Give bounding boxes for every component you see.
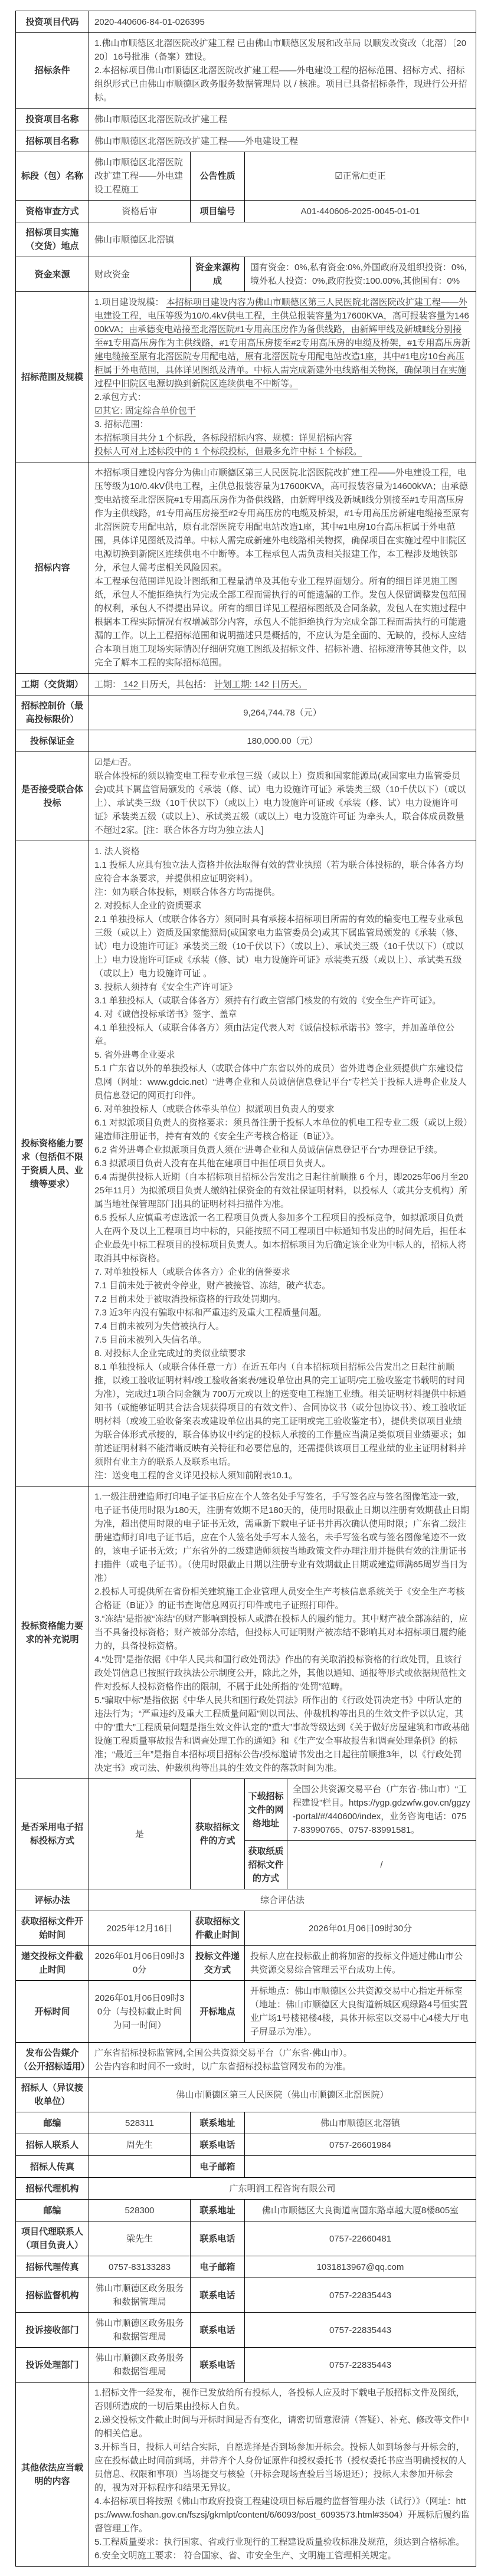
- value-agency-address: 佛山市顺德区大良街道南国东路卓越大厦8楼805室: [245, 2200, 476, 2221]
- row-agent-fax: [16, 2256, 476, 2278]
- label-consortium: 是否接受联合体投标: [16, 752, 89, 841]
- value-opening-place: 开标地点：佛山市顺德区公共资源交易中心指定开标室（地址：佛山市顺德区大良街道新城区观绿路4号恒实置业广场1号楼裙楼4楼，具体开标室以交易中心4楼大厅电子屏显示为准）。: [245, 1981, 476, 2043]
- value-bid-deposit: 180,000.00（元）: [89, 730, 476, 752]
- label-agent-phone: 联系电话: [191, 2221, 245, 2256]
- label-investment-name: 投资项目名称: [16, 109, 89, 130]
- value-delivery-location: 佛山市顺德区北滘镇: [89, 222, 476, 257]
- label-investment-code: 投资项目代码: [16, 11, 89, 33]
- row-section-name: [16, 152, 476, 201]
- value-agency: 广东明润工程咨询有限公司: [89, 2178, 476, 2200]
- label-funds-composition: 资金来源构成: [191, 257, 245, 292]
- value-tenderer-fax: [89, 2156, 191, 2178]
- label-doc-obtain-method: 获取招标文件的方式: [191, 1779, 245, 1889]
- row-agent-contact: [16, 2221, 476, 2256]
- label-doc-end-time: 获取招标文件截止时间: [191, 1911, 245, 1946]
- label-tender-conditions: 招标条件: [16, 33, 89, 109]
- value-investment-name: 佛山市顺德区北滘医院改扩建工程: [89, 109, 476, 130]
- row-qualification-notes: [16, 1486, 476, 1779]
- label-duration: 工期（交货期）: [16, 674, 89, 695]
- value-tenderer-contact: 周先生: [89, 2134, 191, 2156]
- label-other-contents: 其他依法应当载明的内容: [16, 2383, 89, 2567]
- label-supervisor-phone: 联系电话: [191, 2278, 245, 2313]
- label-doc-start-time: 获取招标文件开始时间: [16, 1911, 89, 1946]
- row-complaint-handling: [16, 2348, 476, 2383]
- label-notice-nature: 公告性质: [191, 152, 245, 201]
- label-tenderer-email: 电子邮箱: [191, 2156, 245, 2178]
- row-tenderer: [16, 2078, 476, 2112]
- label-opening-time: 开标时间: [16, 1981, 89, 2043]
- label-doc-download-url: 下载招标文件的网络地址: [245, 1779, 287, 1841]
- label-tenderer-fax: 招标人传真: [16, 2156, 89, 2178]
- row-agency-postcode: [16, 2200, 476, 2221]
- label-complaint-handling-phone: 联系电话: [191, 2348, 245, 2383]
- label-opening-place: 开标地点: [191, 1981, 245, 2043]
- value-doc-download-url: 全国公共资源交易平台（广东省·佛山市）“工程建设”栏目。https://ygp.gdzwfw.gov.cn/ggzy-portal/#/440600/index，业务咨询电话：0757-83990765、0757-83991581。: [287, 1779, 476, 1841]
- row-qualification-review: [16, 201, 476, 222]
- row-bid-deadline: [16, 1946, 476, 1981]
- tender-notice-table: [15, 11, 476, 2567]
- value-agent-phone: 0757-22660481: [245, 2221, 476, 2256]
- row-announcement-media: [16, 2043, 476, 2078]
- row-investment-code: [16, 11, 476, 33]
- value-qualification-notes: 1.一级注册建造师打印电子证书后应在个人签名处手写签名，手写签名应与签名图像笔迹一致，电子证书使用时限为180天，注册有效期不足180天的，使用时限截止日期以注册有效期截止日期为准，超出使用时限的电子证书无效，需重新下载电子证书并再次确认使用时限；广东省二级注册建造师打印电子证书后，应在个人签名处手写本人签名，未手写签名或与签名图像笔迹不一致的，该电子证书无效；广东省外的二级建造师须按当地政策文件办理注册并提供有效的注册证书扫描件（或电子证书）。（使用时限截止日期以注册专业有效期截止日期或建造师满65周岁当日为准） 2.投标人可提供所在省份相关建筑施工企业管理人员安全生产考核信息系统关于《安全生产考核合格证（B证）》的证书查询信息网页打印件或电子证照打印件。 3.“冻结”是指被“冻结”的财产影响到投标人或潜在投标人的履约能力。其中财产被全部冻结的，应当不具备投标资格；财产被部分冻结，但投标人可证明财产被冻结不影响其对本招标项目履约能力的，具备投标资格。 4.“处罚”是指依据《中华人民共和国行政处罚法》作出的有关取消投标资格的行政处罚，且该行政处罚信息已按照行政执法公示制度公开，除此之外，其他以通知、通报等形式或依据规范性文件对投标人投标资格作出的限制，不属于此处所指的“处罚”范畴。 5.“骗取中标”是指依据《中华人民共和国行政处罚法》所作出的《行政处罚决定书》中所认定的违法行为；“严重违约及重大工程质量问题”则以司法、仲裁机构等出具的生效文件予以认定，其中的“重大”工程质量问题是指生效文件认定的“重大”事故等级达到《关于做好房屋建筑和市政基础设施工程质量事故报告和调查处理工作的通知》和《生产安全事故报告和调查处理条例》的标准；“最近三年”是指自本招标项目招标公告/投标邀请书发出之日起往前顺推3年，以《行政处罚决定书》或司法、仲裁机构等出具的生效文件的落款时间为准。: [89, 1486, 476, 1779]
- value-duration: 工期： 142 日历天，其包括： 计划工期: 142 日历天。: [89, 674, 476, 695]
- label-qualification-notes: 投标资格能力要求的补充说明: [16, 1486, 89, 1779]
- label-tenderer-contact: 招标人联系人: [16, 2134, 89, 2156]
- value-consortium: ☑是/□否。 联合体投标的须以输变电工程专业承包三级（或以上）资质和国家能源局(或国家电力监管委员会)或其下属监管局颁发的《承装（修、试）电力设施许可证》承装类三级（10千伏以下）（或以上）、承试类三级（10千伏以下）（或以上）电力设施许可证或《承装（修、试）电力设施许可证》承装类五级（或以上）、承试类五级（或以上）电力设施许可证 为牵头人，联合体成员数量不超过2家。[注：联合体各方均为独立法人]: [89, 752, 476, 841]
- value-agency-postcode: 528300: [89, 2200, 191, 2221]
- value-bid-deadline: 2026年01月06日09时30分: [89, 1946, 191, 1981]
- row-tender-project-name: [16, 130, 476, 152]
- row-agency: [16, 2178, 476, 2200]
- value-paper-doc-method: /: [287, 1841, 476, 1889]
- value-tender-project-name: 佛山市顺德区北滘医院改扩建工程——外电建设工程: [89, 130, 476, 152]
- value-control-price: 9,264,744.78（元）: [89, 695, 476, 730]
- label-agency: 招标代理机构: [16, 2178, 89, 2200]
- label-tenderer: 招标人（异议接收单位）: [16, 2078, 89, 2112]
- row-tenderer-contact: [16, 2134, 476, 2156]
- value-doc-start-time: 2025年12月16日: [89, 1911, 191, 1946]
- label-complaint-receiving-phone: 联系电话: [191, 2313, 245, 2348]
- value-complaint-receiving: 佛山市顺德区政务服务和数据管理局: [89, 2313, 191, 2348]
- label-agent-contact: 项目代理联系人（项目负责人）: [16, 2221, 89, 2256]
- row-tenderer-fax: [16, 2156, 476, 2178]
- row-tender-conditions: [16, 33, 476, 109]
- label-control-price: 招标控制价（最高投标限价）: [16, 695, 89, 730]
- value-investment-code: 2020-440606-84-01-026395: [89, 11, 476, 33]
- row-qualification-requirements: [16, 841, 476, 1486]
- label-project-number: 项目编号: [191, 201, 245, 222]
- value-tenderer-phone: 0757-26601984: [245, 2134, 476, 2156]
- row-consortium: [16, 752, 476, 841]
- value-complaint-receiving-phone: 0757-22835443: [245, 2313, 476, 2348]
- label-tender-content: 招标内容: [16, 462, 89, 674]
- label-section-name: 标段（包）名称: [16, 152, 89, 201]
- value-agent-email: 1031813967@qq.com: [245, 2256, 476, 2278]
- label-tender-project-name: 招标项目名称: [16, 130, 89, 152]
- row-tender-scope: [16, 292, 476, 462]
- label-supervisor: 招标监督机构: [16, 2278, 89, 2313]
- value-agent-contact: 梁先生: [89, 2221, 191, 2256]
- value-tenderer-postcode: 528311: [89, 2112, 191, 2134]
- label-announcement-media: 发布公告媒介（公开招标适用）: [16, 2043, 89, 2078]
- label-complaint-receiving: 投诉接收部门: [16, 2313, 89, 2348]
- label-tenderer-postcode: 邮编: [16, 2112, 89, 2134]
- label-agent-fax: 招标代理传真: [16, 2256, 89, 2278]
- label-funds-source: 资金来源: [16, 257, 89, 292]
- value-e-tender: 是: [89, 1779, 191, 1889]
- value-evaluation-method: 综合评估法: [89, 1889, 476, 1911]
- value-announcement-media: 广东省招标投标监管网,全国公共资源交易平台（广东省·佛山市）。 公告内容和时间不一致时，以广东省招标投标监管网发布的为准。: [89, 2043, 476, 2078]
- row-delivery-location: [16, 222, 476, 257]
- value-tenderer-email: [245, 2156, 476, 2178]
- value-funds-source: 财政资金: [89, 257, 191, 292]
- value-project-number: A01-440606-2025-0045-01-01: [245, 201, 476, 222]
- row-e-tender: [16, 1779, 476, 1841]
- row-bid-opening: [16, 1981, 476, 2043]
- label-qualification-requirements: 投标资格能力要求（包括但不限于资质人员、业绩等要求）: [16, 841, 89, 1486]
- label-delivery-location: 招标项目实施（交货）地点: [16, 222, 89, 257]
- value-qualification-requirements: 1. 法人资格 1.1 投标人应具有独立法人资格并依法取得有效的营业执照（若为联合体投标的，联合体各方均应符合本条要求，并提供相应证明资料）。 注：如为联合体投标，则联合体各方均需提供。 2. 对投标人企业的资质要求 2.1 单独投标人（或联合体各方）须同时具有承接本招标项目所需的有效的输变电工程专业承包三级（或以上）资质及国家能源局(或国家电力监管委员会)或其下属监管局颁发的《承装（修、试）电力设施许可证》承装类三级（10千伏以下）（或以上）、承试类三级（10千伏以下）（或以上）电力设施许可证或《承装（修、试）电力设施许可证》承装类五级（或以上）、承试类五级（或以上）电力设施许可证 。 3. 投标人须持有《安全生产许可证》 3.1 单独投标人（或联合体各方）须持有行政主管部门核发的有效的《安全生产许可证》。 4. 对《诚信投标承诺书》签字、盖章 4.1 单独投标人（或联合体各方）须由法定代表人对《诚信投标承诺书》签字，并加盖单位公章。 5. 省外进粤企业要求 5.1 广东省以外的单独投标人（或联合体中广东省以外的成员）省外进粤企业须提供广东建设信息网（网址：www.gdcic.net）“进粤企业和人员诚信信息登记平台”专栏关于投标人进粤企业及人员信息登记的网页打印件。 6. 对单独投标人（或联合体牵头单位）拟派项目负责人的要求 6.1 对拟派项目负责人的资格要求：须具备注册于投标人本单位的机电工程专业二级（或以上级）建造师注册证书，持有有效的《安全生产考核合格证（B证）》。 6.2 省外进粤企业拟派项目负责人须在“进粤企业和人员诚信信息登记平台”办理登记手续。 6.3 拟派项目负责人没有在其他在建项目中担任项目负责人。 6.4 需提供投标人近期（自本招标项目招标公告发出之日起往前顺推 6 个月，即2025年06月至2025年11月）为拟派项目负责人缴纳社保资金的有效社保证明材料，以投标人（或其分支机构）所属当地社保管理部门出具的证明材料扫描件为准。 6.5 投标人应慎重考虑选派一名工程项目负责人参加多个工程项目的投标竞争，如拟派项目负责人在两个及以上工程项目均中标的，只能按照不同工程项目中标通知书发出的时间先后，担任本企业最先中标工程项目的投标项目负责人。如本招标项目为后确定该企业为中标人的，招标人将取消其中标资格。 7. 对单独投标人（或联合体各方）企业的信誉要求 7.1 目前未处于被责令停业，财产被接管、冻结，破产状态。 7.2 目前未处于被取消投标资格的行政处罚期内。 7.3 近3年内没有骗取中标和严重违约及重大工程质量问题。 7.4 目前未被列为失信被执行人。 7.5 目前未被列入失信名单。 8. 对投标人企业完成过的类似业绩要求 8.1 单独投标人（或联合体任意一方）在近五年内（自本招标项目招标公告发出之日起往前顺推，以竣工验收证明材料/竣工验收备案表/建设单位出具的完工证明/完工验收鉴定书载明的时间为准），完成过1项合同金额为 700万元或以上的送变电工程施工业绩。相关证明材料提供中标通知书（或能够证明其合法合规获得项目的有效文件）、合同协议书（或分包协议书）、竣工验收证明材料（或竣工验收备案表或建设单位出具的完工证明或完工验收鉴定书），提供类似项目业绩为联合体形式承接的，联合体协议中约定的投标人承接的工作量应当满足类似项目业绩要求；如前述证明材料不能清晰反映有关特征和必要信息的，还需提供该项目工程业绩的业主证明材料并须附有业主方的联系人及联系电话。 注：送变电工程的含义详见投标人须知前附表10.1。: [89, 841, 476, 1486]
- label-qualification-review: 资格审查方式: [16, 201, 89, 222]
- label-tenderer-address: 联系地址: [191, 2112, 245, 2134]
- value-tenderer-address: 佛山市顺德区北滘镇: [245, 2112, 476, 2134]
- value-other-contents: 1.招标文件一经发布，视作已发放给所有投标人，各投标人应及时下载电子版招标文件及图纸，否则所造成的一切后果由投标人自负。 2.递交投标文件截止时间与开标时间是否有变化，请密切留意澄清（答疑）、补充、修改等文件中的相关信息。 3.开标当日，投标人可结合实际，自愿选择是否到场参加开标会。投标人如到场参与开标会的，应在投标截止时间前到场，并带齐个人身份证原件和授权委托书（授权委托书应当明确授权的人员信息、权限和事项）当场提交与核验（开标会现场查验后当场退还）；投标人未参加开标会的，视为对开标程序和结果无异议。 4.本招标项目将按照《佛山市政府投资工程建设项目标后履约监督管理办法（试行）》（网址：https://www.foshan.gov.cn/fszsj/gkmlpt/content/6/6093/post_6093573.html#3504）开展标后履约监督管理工作。 5.工程质量要求：执行国家、省或行业现行的工程建设质量验收标准及规范，须达到合格标准。 6.安全文明施工要求： 符合国家、省、市安全生产、文明施工管理相关规定。: [89, 2383, 476, 2567]
- value-supervisor-phone: 0757-22835443: [245, 2278, 476, 2313]
- label-tender-scope: 招标范围及规模: [16, 292, 89, 462]
- row-duration: [16, 674, 476, 695]
- row-other-contents: [16, 2383, 476, 2567]
- row-supervisor: [16, 2278, 476, 2313]
- label-bid-submission-method: 投标文件递交方式: [191, 1946, 245, 1981]
- value-notice-nature: ☑正常/□更正: [245, 152, 476, 201]
- label-complaint-handling: 投诉处理部门: [16, 2348, 89, 2383]
- label-bid-deadline: 递交投标文件截止时间: [16, 1946, 89, 1981]
- row-investment-name: [16, 109, 476, 130]
- value-tender-scope: 1.项目建设规模： 本招标项目建设内容为佛山市顺德区第三人民医院北滘医院改扩建工程——外电建设工程，电压等级为10/0.4kV供电工程，主供总报装容量为17600KVA，高可报装容量为14600kVA；由承德变电站接至北滘医院#1专用高压房作为备供线路，由新辉甲线及新城Ⅱ线分别接至#1专用高压房作为主供线路，#1专用高压房接至#2专用高压房的电缆及桥架，#1专用高压房新建电缆接至原有北滘医院专用配电站，原有北滘医院专用配电站改造1座，其中#1电房10台高压柜属于外电范围，具体详见图纸及清单。中标人需完成新建外电线路相关物探，确保项目在实施过程中旧院区电源切换到新院区连续供电不中断等。 2.承包方式： ☑其它: 固定综合单价包干 3. 招标范围： 本招标项目共分 1 个标段，各标段招标内容、规模：详见招标内容 投标人可对上述标段中的 1 个标段投标，但最多允许中标 1 个标段。: [89, 292, 476, 462]
- value-agent-fax: 0757-83133283: [89, 2256, 191, 2278]
- value-opening-time: 2026年01月06日09时30分（与投标截止时间为同一时间）: [89, 1981, 191, 2043]
- row-doc-obtain-time: [16, 1911, 476, 1946]
- value-funds-composition: 国有资金：0%,私有资金:0%,外国政府及组织投资：0%,境外私人投资：0%,政府投资:100.00%,其他国有：0%: [245, 257, 476, 292]
- label-tenderer-phone: 联系电话: [191, 2134, 245, 2156]
- value-doc-end-time: 2026年01月06日09时30分: [245, 1911, 476, 1946]
- value-tender-conditions: 1.佛山市顺德区北滘医院改扩建工程 已由佛山市顺德区发展和改革局 以顺发改资改（北滘）〔2020〕16号批准（备案）建设。 2.本招标项目佛山市顺德区北滘医院改扩建工程——外电建设工程的招标范围、招标方式、招标组织形式已由佛山市顺德区政务服务数据管理局 以 / 核准。项目已具备招标条件，现进行公开招标。: [89, 33, 476, 109]
- label-agency-postcode: 邮编: [16, 2200, 89, 2221]
- row-tenderer-postcode: [16, 2112, 476, 2134]
- value-section-name: 佛山市顺德区北滘医院改扩建工程——外电建设工程施工: [89, 152, 191, 201]
- row-funds-source: [16, 257, 476, 292]
- row-complaint-receiving: [16, 2313, 476, 2348]
- value-qualification-review: 资格后审: [89, 201, 191, 222]
- label-bid-deposit: 投标保证金: [16, 730, 89, 752]
- label-e-tender: 是否采用电子招标投标方式: [16, 1779, 89, 1889]
- label-agency-address: 联系地址: [191, 2200, 245, 2221]
- value-bid-submission-method: 投标人应在投标截止前将加密的投标文件通过佛山市公共资源交易综合管理云平台成功上传。: [245, 1946, 476, 1981]
- row-tender-content: [16, 462, 476, 674]
- value-tender-content: 本招标项目建设内容分为佛山市顺德区第三人民医院北滘医院改扩建工程——外电建设工程，电压等级为10/0.4kV供电工程，主供总报装容量为17600KVA，高可报装容量为14600kVA；由承德变电站接至北滘医院#1专用高压房作为备供线路，由新辉甲线及新城Ⅱ线分别接至#1专用高压房作为主供线路，#1专用高压房接至#2专用高压房的电缆及桥架，#1专用高压房新建电缆接至原有北滘医院专用配电站，原有北滘医院专用配电站改造1座，其中#1电房10台高压柜属于外电范围，具体详见图纸及清单。中标人需完成新建外电线路相关物探，确保项目在实施过程中旧院区电源切换到新院区连续供电不中断等。本工程承包人需负责相关报建工作，本工程涉及地铁部分，承包人需考虑相关风险因素。 本工程承包范围详见设计图纸和工程量清单及其他专业工程界面划分。所有的细目详见施工图纸，承包人不能拒绝执行为完成全部工程而需执行的可能遗漏的工作。发包人保留调整发包范围的权利，承包人不得提出异议。所有的细目详见工程招标图纸及合同条款，发包人在实施过程中根据本工程实际情况有权增减部分内容，承包人不能拒绝执行为完成全部工程而需执行的可能遗漏的工作。以上工程招标范围和说明描述只是概括的，不应认为是全面的、无缺的，投标人应结合本项目施工现场实际情况仔细研究施工图纸及招标文件、招标补遗、招标澄清等其他文件，以完全了解本工程的实际招标范围。: [89, 462, 476, 674]
- value-complaint-handling: 佛山市顺德区政务服务和数据管理局: [89, 2348, 191, 2383]
- label-paper-doc-method: 获取纸质招标文件的方式: [245, 1841, 287, 1889]
- row-evaluation-method: [16, 1889, 476, 1911]
- row-bid-deposit: [16, 730, 476, 752]
- value-tenderer: 佛山市顺德区第三人民医院（佛山市顺德区北滘医院）: [89, 2078, 476, 2112]
- value-supervisor: 佛山市顺德区政务服务和数据管理局: [89, 2278, 191, 2313]
- label-agent-email: 电子邮箱: [191, 2256, 245, 2278]
- value-complaint-handling-phone: 0757-22835443: [245, 2348, 476, 2383]
- row-control-price: [16, 695, 476, 730]
- label-evaluation-method: 评标办法: [16, 1889, 89, 1911]
